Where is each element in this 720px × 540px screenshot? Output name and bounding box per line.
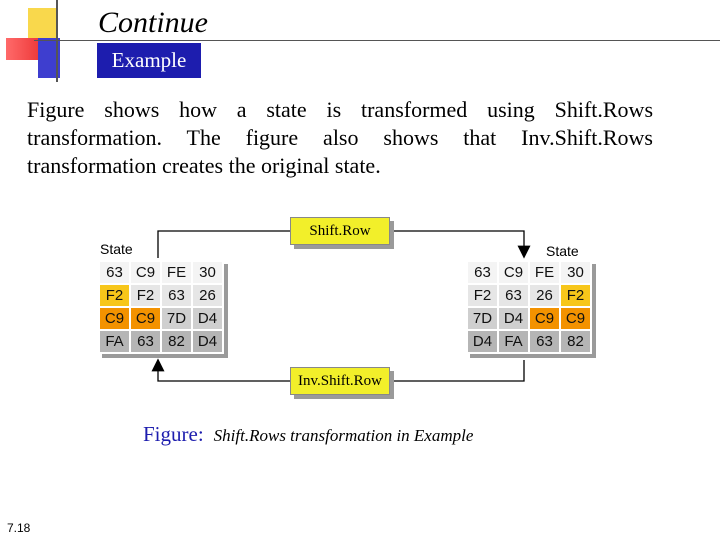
state-cell: 30	[561, 262, 590, 283]
state-cell: 7D	[468, 308, 497, 329]
state-cell: D4	[193, 331, 222, 352]
state-cell: 63	[131, 331, 160, 352]
figure-caption-text: Shift.Rows transformation in Example	[213, 426, 474, 445]
state-cell: 82	[162, 331, 191, 352]
page-number: 7.18	[7, 521, 31, 535]
state-cell: F2	[100, 285, 129, 306]
state-cell: 26	[193, 285, 222, 306]
slide-body-text: Figure shows how a state is transformed using Shift.Rows transformation. The figure also shows that Inv.Shift.Rows transformation creates the original state.	[27, 97, 653, 178]
state-cell: D4	[499, 308, 528, 329]
left-state-label: State	[100, 241, 133, 257]
state-cell: D4	[193, 308, 222, 329]
inverse-arrow	[392, 360, 524, 381]
figure-caption-label: Figure:	[143, 422, 204, 446]
state-cell: 63	[468, 262, 497, 283]
forward-arrow-right	[392, 231, 524, 256]
figure-caption	[143, 422, 473, 447]
state-cell: FA	[499, 331, 528, 352]
state-cell: FE	[530, 262, 559, 283]
state-cell: D4	[468, 331, 497, 352]
state-cell: 63	[530, 331, 559, 352]
inverse-arrow-left	[158, 361, 290, 381]
invshiftrow-box: Inv.Shift.Row	[290, 367, 390, 395]
state-cell: 7D	[162, 308, 191, 329]
state-cell: 82	[561, 331, 590, 352]
state-cell: 63	[162, 285, 191, 306]
state-cell: C9	[561, 308, 590, 329]
state-cell: 63	[100, 262, 129, 283]
state-cell: FE	[162, 262, 191, 283]
left-state-matrix	[98, 260, 224, 354]
forward-arrow	[158, 231, 290, 258]
state-cell: 63	[499, 285, 528, 306]
state-cell: C9	[530, 308, 559, 329]
state-cell: F2	[468, 285, 497, 306]
state-cell: C9	[499, 262, 528, 283]
right-state-matrix	[466, 260, 592, 354]
state-cell: C9	[100, 308, 129, 329]
state-cell: C9	[131, 308, 160, 329]
shiftrow-box: Shift.Row	[290, 217, 390, 245]
state-cell: F2	[131, 285, 160, 306]
state-cell: 30	[193, 262, 222, 283]
state-cell: 26	[530, 285, 559, 306]
state-cell: FA	[100, 331, 129, 352]
state-cell: F2	[561, 285, 590, 306]
state-cell: C9	[131, 262, 160, 283]
slide-title: Continue	[98, 6, 208, 39]
right-state-label: State	[546, 243, 579, 259]
example-tag: Example	[97, 43, 201, 78]
